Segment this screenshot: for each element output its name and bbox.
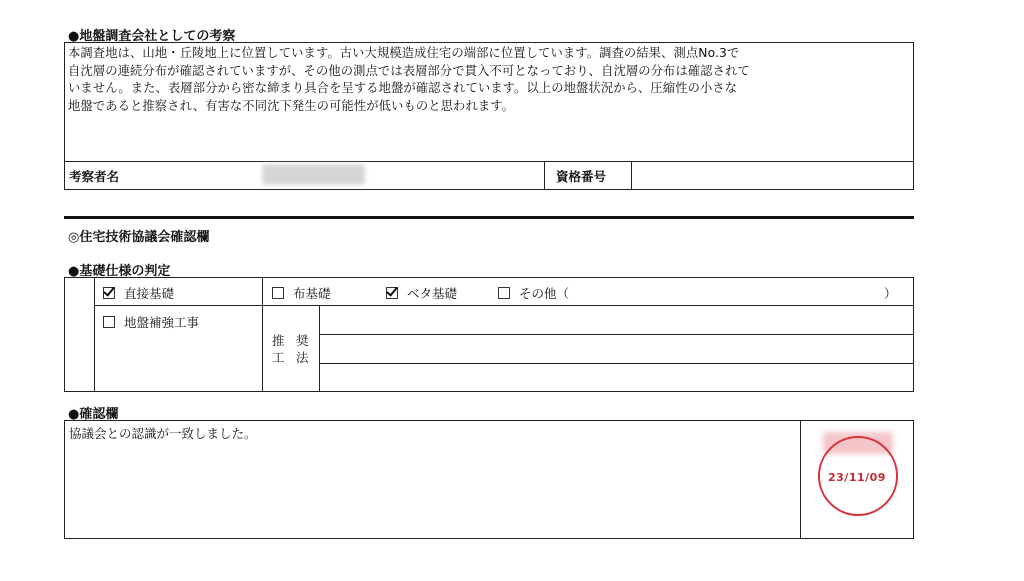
stamp-date: 23/11/09 [828,471,886,484]
foundation-col-divider [262,277,263,392]
reinforcement-option[interactable] [103,313,199,331]
other-foundation-label: その他（ [519,286,570,301]
direct-foundation-option[interactable] [103,284,174,302]
license-divider-left [544,161,545,190]
nuno-foundation-label: 布基礎 [293,286,331,301]
checkbox-empty-icon[interactable] [103,316,115,328]
beta-foundation-label: ベタ基礎 [407,286,458,301]
foundation-heading: ●基礎仕様の判定 [68,264,171,279]
recommend-char: 工 [272,350,285,365]
checkbox-checked-icon[interactable] [386,287,398,299]
consideration-line: いません。また、表層部分から密な締まり具合を呈する地盤が確認されています。以上の地盤状況から、圧縮性の小さな [68,81,738,95]
other-close-paren: ） [884,286,897,301]
checkbox-empty-icon[interactable] [272,287,284,299]
recommend-col-divider [319,305,320,392]
foundation-col-divider [94,277,95,392]
foundation-row-divider [94,305,914,306]
confirmation-heading: ●確認欄 [68,407,119,422]
consideration-text [68,45,912,115]
recommend-row-divider [319,334,914,335]
recommend-char: 推 [272,333,285,348]
examiner-name-redacted [262,164,365,185]
consideration-line: 本調査地は、山地・丘陵地上に位置しています。古い大規模造成住宅の端部に位置しています。調査の結果、測点No.3で [68,46,740,60]
consideration-heading: ●地盤調査会社としての考察 [68,29,236,44]
checkbox-empty-icon[interactable] [498,287,510,299]
section-separator [64,216,914,219]
confirmation-text: 協議会との認識が一致しました。 [69,426,257,441]
nuno-foundation-option[interactable] [272,284,331,302]
examiner-row-divider [64,161,914,162]
recommend-char: 法 [296,350,309,365]
recommend-char: 奨 [296,333,309,348]
reinforcement-label: 地盤補強工事 [124,315,200,330]
recommend-row-divider [319,363,914,364]
consideration-line: 地盤であると推察され、有害な不同沈下発生の可能性が低いものと思われます。 [68,98,515,113]
license-label: 資格番号 [556,169,607,184]
beta-foundation-option[interactable] [386,284,457,302]
stamp-divider [800,420,801,539]
other-foundation-option[interactable] [498,284,569,302]
consideration-line: 自沈層の連続分布が確認されていますが、その他の測点では表層部分で貫入不可となっており、自沈層の分布は確認されて [68,63,750,78]
license-divider-right [631,161,632,190]
association-heading: ◎住宅技術協議会確認欄 [68,230,210,245]
examiner-label: 考察者名 [69,169,120,184]
direct-foundation-label: 直接基礎 [124,286,175,301]
checkbox-checked-icon[interactable] [103,287,115,299]
